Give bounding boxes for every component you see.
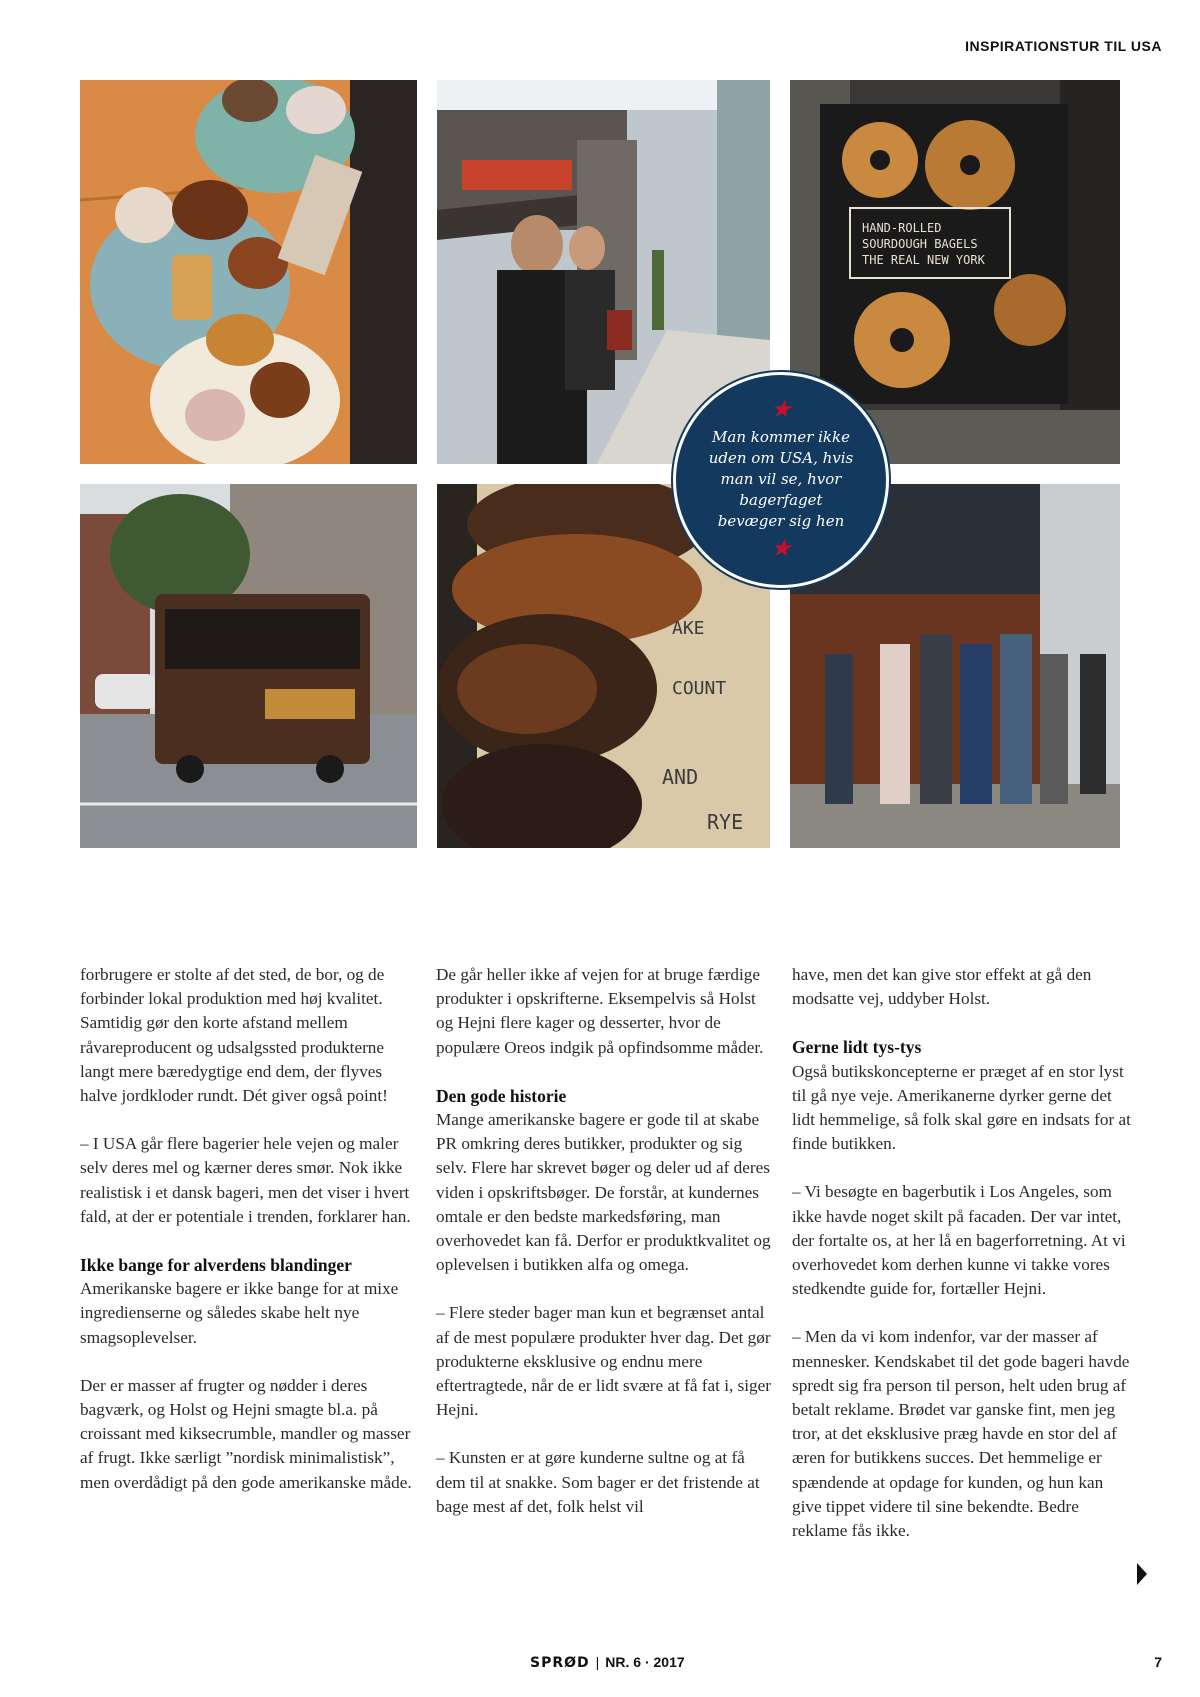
svg-text:AND: AND — [662, 765, 699, 789]
paragraph: Der er masser af frugter og nødder i deres bagværk, og Holst og Hejni smagte bl.a. på croissant med kiksecrumble, mandler og masser af frugt. Ikke særligt ”nordisk minimalistisk”, men overdådigt på den gode amerikanske måde. — [80, 1375, 412, 1492]
text-column-3 — [792, 963, 1132, 1567]
subheading: Den gode historie — [436, 1085, 567, 1106]
sign-line-1: HAND-ROLLED — [862, 221, 942, 235]
star-icon: ★ — [770, 534, 792, 562]
pull-quote: Man kommer ikke uden om USA, hvis man vil se, hvor bagerfaget bevæger sig hen — [708, 428, 854, 530]
paragraph: – Flere steder bager man kun et begrænset antal af de mest populære produkter hver dag. Det gør produkterne eksklusive og endnu mere eftertragtede, når de er lidt svære at få fat i, siger Hejni. — [436, 1303, 771, 1420]
footer-separator: | — [595, 1654, 600, 1670]
subheading: Ikke bange for alverdens blandinger — [80, 1255, 352, 1276]
star-icon: ★ — [770, 395, 792, 423]
paragraph: have, men det kan give stor effekt at gå den modsatte vej, uddyber Holst. — [792, 965, 1092, 1009]
footer — [530, 1654, 685, 1671]
paragraph: – Kunsten er at gøre kunderne sultne og at få dem til at snakke. Som bager er det fristende at bage mest af det, folk helst vil — [436, 1448, 760, 1516]
paragraph: – Vi besøgte en bagerbutik i Los Angeles, som ikke havde noget skilt på facaden. Der var intet, der fortalte os, at her lå en bagerforretning. At vi overhovedet kom derhen kunne vi takke vores stedkendte guide for, fortæller Hejni. — [792, 1182, 1126, 1299]
sign-line-2: SOURDOUGH BAGELS — [862, 237, 978, 251]
svg-text:AKE: AKE — [672, 618, 705, 639]
text-column-1 — [80, 963, 420, 1519]
paragraph: De går heller ikke af vejen for at bruge færdige produkter i opskrifterne. Eksempelvis så Holst og Hejni flere kager og desserter, hvor de populære Oreos indgik på opfindsomme måder. — [436, 965, 764, 1057]
svg-text:RYE: RYE — [707, 810, 744, 834]
paragraph: Mange amerikanske bagere er gode til at skabe PR omkring deres butikker, produkter og sig selv. Flere har skrevet bøger og deler ud af deres viden i opskriftsbøger. De forstår, at kundernes omtale er den bedste markedsføring, man overhovedet kan få. Derfor er produktkvalitet og oplevelsen i butikken alfa og omega. — [436, 1110, 771, 1275]
svg-text:COUNT: COUNT — [672, 678, 727, 699]
magazine-name: SPRØD — [530, 1655, 590, 1671]
paragraph: Også butikskoncepterne er præget af en stor lyst til gå nye veje. Amerikanerne dyrker gerne det lidt hemmelige, så folk skal gøre en indsats for at finde butikken. — [792, 1061, 1131, 1154]
photo-trolley — [80, 484, 417, 848]
quote-badge — [673, 372, 889, 588]
paragraph: Amerikanske bagere er ikke bange for at mixe ingredienserne og således skabe helt nye smagsoplevelser. — [80, 1279, 399, 1347]
issue-label: NR. 6 · 2017 — [605, 1654, 685, 1670]
paragraph: – I USA går flere bagerier hele vejen og maler selv deres mel og kærner deres smør. Nok ikke realistisk i et dansk bageri, men det viser i hvert fald, at der er potentiale i trenden, forklarer han. — [80, 1134, 411, 1226]
paragraph: forbrugere er stolte af det sted, de bor, og de forbinder lokal produktion med høj kvalitet. Samtidig gør den korte afstand mellem råvareproducent og udsalgssted produkterne langt mere bæredygtige end dem, der flyves halve jordkloder rundt. Dét giver også point! — [80, 965, 388, 1106]
page-number: 7 — [1154, 1654, 1162, 1670]
sign-line-3: THE REAL NEW YORK — [862, 253, 985, 267]
section-label: INSPIRATIONSTUR TIL USA — [965, 38, 1162, 54]
subheading: Gerne lidt tys-tys — [792, 1037, 922, 1058]
continue-arrow-icon — [1137, 1563, 1147, 1585]
photo-pastries — [80, 80, 417, 464]
paragraph: – Men da vi kom indenfor, var der masser af mennesker. Kendskabet til det gode bageri havde spredt sig fra person til person, helt uden brug af betalt reklame. Brødet var ganske fint, men jeg tror, at det eksklusive præg havde en stor del af æren for butikkens succes. Det hemmelige er spændende at opdage for kunden, og hun kan give tippet videre til sine bekendte. Bedre reklame fås ikke. — [792, 1327, 1130, 1541]
text-column-2 — [436, 963, 776, 1543]
